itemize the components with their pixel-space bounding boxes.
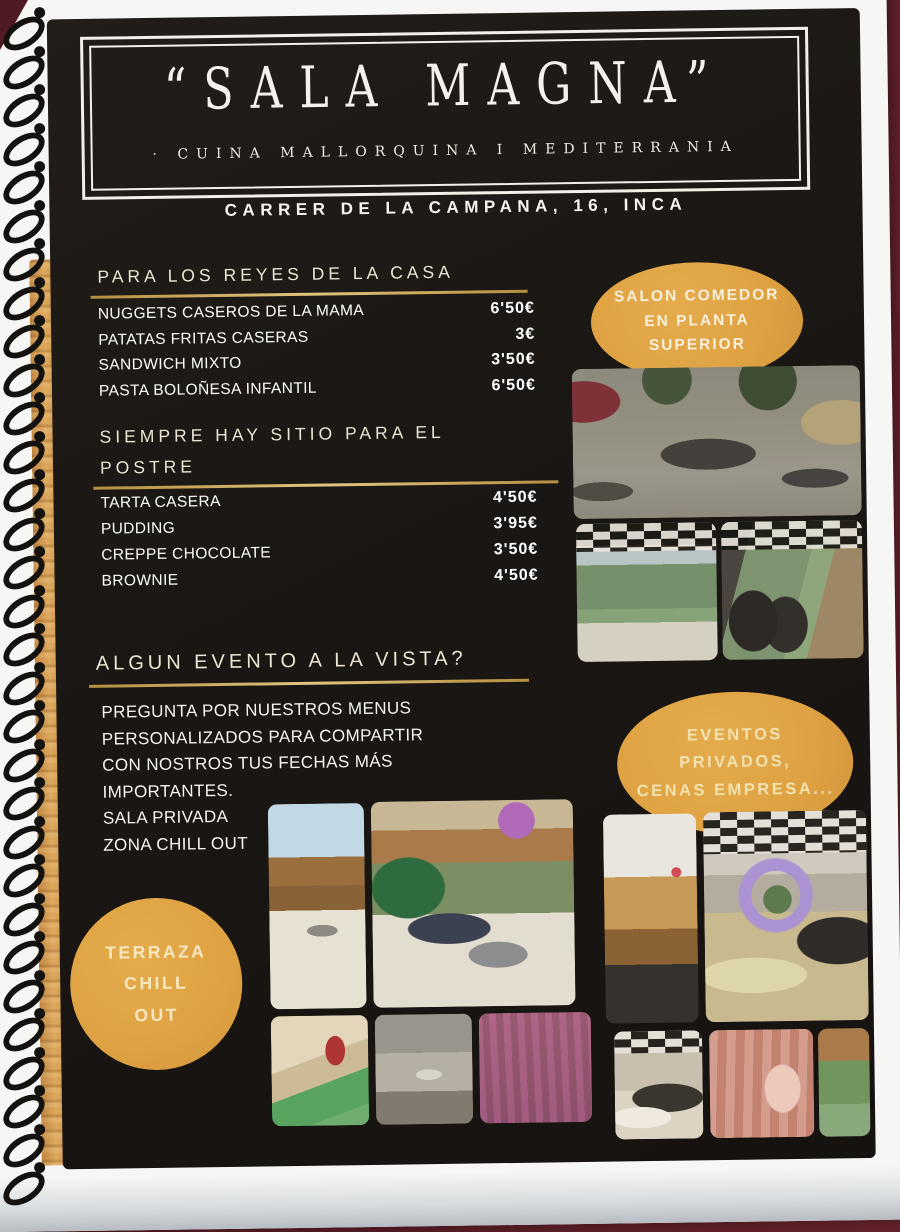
menu-item-name: PATATAS FRITAS CASERAS xyxy=(98,328,309,349)
restaurant-tagline: · CUINA MALLORQUINA I MEDITERRANIA xyxy=(152,138,739,163)
menu-item-name: BROWNIE xyxy=(101,571,179,590)
events-line: PERSONALIZADOS PARA COMPARTIR xyxy=(101,724,424,749)
badge-text-line: PRIVADOS, xyxy=(679,752,792,773)
badge-text-line: SUPERIOR xyxy=(648,336,746,355)
gold-rule xyxy=(93,480,558,489)
menu-print-area xyxy=(47,8,876,1169)
menu-item-price: 6'50€ xyxy=(491,376,537,395)
photo-terrace-chillout-5 xyxy=(479,1012,593,1124)
menu-item-price: 4'50€ xyxy=(492,488,538,507)
badge-text-line: EN PLANTA xyxy=(644,311,750,330)
photo-terrace-chillout-1 xyxy=(268,803,367,1009)
menu-item-name: PASTA BOLOÑESA INFANTIL xyxy=(98,379,318,400)
photo-plaza-terrace-view xyxy=(572,365,862,519)
events-line: CON NOSTROS TUS FECHAS MÁS xyxy=(102,751,393,775)
badge-text-line: CENAS EMPRESA... xyxy=(636,779,835,800)
events-line: ZONA CHILL OUT xyxy=(103,833,249,855)
photo-events-banquet-balloons xyxy=(703,810,869,1022)
photo-terrace-chillout-2 xyxy=(371,799,576,1008)
menu-item-name: NUGGETS CASEROS DE LA MAMA xyxy=(97,301,365,323)
menu-item-price: 4'50€ xyxy=(494,566,539,585)
menu-item-row xyxy=(100,489,537,513)
events-line: PREGUNTA POR NUESTROS MENUS xyxy=(101,698,412,722)
menu-item-row xyxy=(99,377,536,401)
restaurant-header-frame xyxy=(80,27,810,200)
menu-item-name: SANDWICH MIXTO xyxy=(98,354,242,374)
photo-events-bar xyxy=(603,813,699,1023)
restaurant-address: CARRER DE LA CAMPANA, 16, INCA xyxy=(224,194,688,220)
menu-item-price: 3€ xyxy=(515,325,536,343)
badge-text-line: SALON COMEDOR xyxy=(613,285,780,306)
photo-events-dining xyxy=(614,1030,703,1139)
menu-item-row xyxy=(98,326,535,350)
section-heading-desserts-line2: POSTRE xyxy=(99,456,197,478)
menu-item-row xyxy=(101,515,538,539)
gold-rule xyxy=(89,679,529,688)
menu-item-price: 3'95€ xyxy=(493,514,538,533)
menu-item-price: 3'50€ xyxy=(491,350,536,369)
badge-text-line: TERRAZA xyxy=(105,941,207,963)
photo-events-terrace xyxy=(818,1028,871,1137)
photo-events-curtain-decor xyxy=(709,1029,814,1138)
badge-text-line: EVENTOS xyxy=(686,725,783,745)
restaurant-name: “SALA MAGNA” xyxy=(163,49,727,124)
menu-item-price: 3'50€ xyxy=(493,540,539,559)
photo-terrace-chillout-4 xyxy=(375,1014,474,1125)
badge-text-line: CHILL xyxy=(124,972,189,994)
menu-item-row xyxy=(98,351,535,375)
badge-terraza-chill-out xyxy=(69,897,243,1071)
photo-dining-room-interior xyxy=(721,520,864,660)
menu-item-name: CREPPE CHOCOLATE xyxy=(101,544,272,564)
section-heading-desserts-line1: SIEMPRE HAY SITIO PARA EL xyxy=(99,421,445,447)
menu-item-row xyxy=(101,541,538,565)
section-heading-events: ALGUN EVENTO A LA VISTA? xyxy=(95,647,467,675)
photo-terrace-chillout-3 xyxy=(271,1015,370,1126)
badge-text-line: OUT xyxy=(134,1004,180,1026)
menu-item-row xyxy=(98,300,535,324)
events-line: IMPORTANTES. xyxy=(102,780,234,802)
menu-item-price: 6'50€ xyxy=(490,299,535,318)
photo-dining-room-window xyxy=(576,522,718,662)
menu-item-name: PUDDING xyxy=(100,519,176,538)
gold-rule xyxy=(91,290,528,299)
badge-salon-comedor xyxy=(590,261,804,382)
events-line: SALA PRIVADA xyxy=(102,807,229,829)
section-heading-kids: PARA LOS REYES DE LA CASA xyxy=(97,261,454,287)
menu-item-row xyxy=(102,567,539,591)
menu-item-name: TARTA CASERA xyxy=(100,493,221,512)
